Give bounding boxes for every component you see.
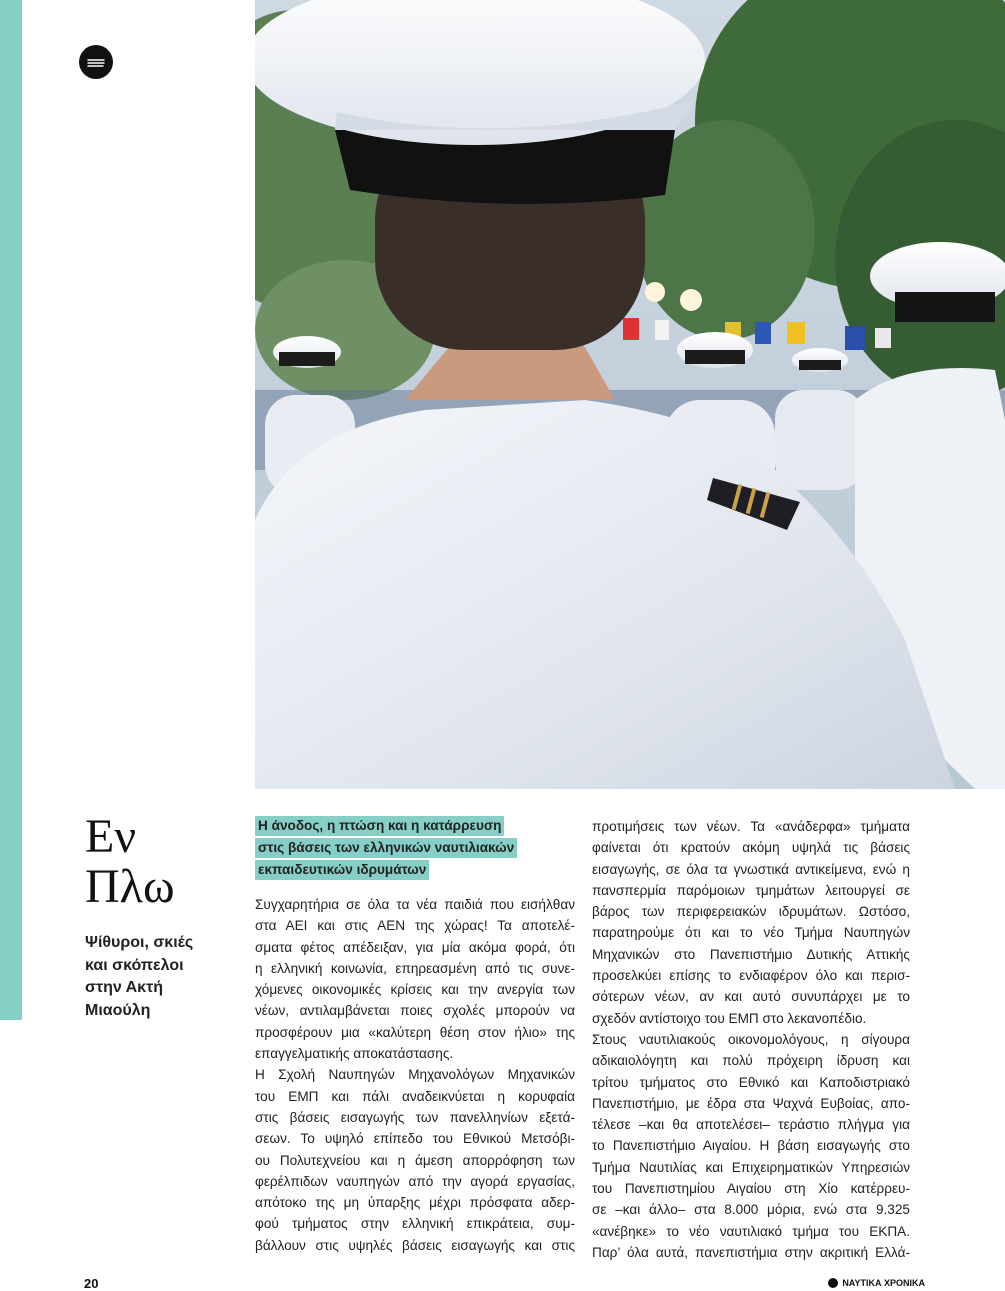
section-title-line: Πλω <box>85 860 175 913</box>
body-line: σε –και άλλο– στα 8.000 μόρια, ενώ στα 9.325 <box>592 1202 910 1218</box>
article-headline <box>255 816 575 882</box>
body-line: βάλλουν στις υψηλές βάσεις εισαγωγής και στις <box>255 1237 575 1253</box>
body-line: εισαγωγής, σε όλα τα γνωστικά αντικείμενα, ενώ η <box>592 861 910 877</box>
body-line: επαγγελματικής αποκατάστασης. <box>255 1046 454 1062</box>
body-line: η ελληνική κοινωνία, επηρεασμένη από τις συνε- <box>255 960 575 976</box>
body-line: του ΕΜΠ και πάλι αναδεικνύεται η κορυφαία <box>255 1088 575 1104</box>
headline-line: εκπαιδευτικών ιδρυμάτων <box>255 860 429 880</box>
body-line: Παρ’ όλα αυτά, πανεπιστήμια στην ακριτική Ελλά- <box>592 1244 910 1260</box>
body-line: Συγχαρητήρια σε όλα τα νέα παιδιά που εισήλθαν <box>255 897 575 912</box>
body-line: φού τμήματος στην ελληνική επικράτεια, συμ- <box>255 1216 575 1232</box>
body-line: προτιμήσεις των νέων. Τα «ανάδερφα» τμήματα <box>592 819 910 834</box>
headline-line: Η άνοδος, η πτώση και η κατάρρευση <box>255 816 504 836</box>
cadets-photo <box>255 0 1005 789</box>
body-line: στα ΑΕΙ και στις ΑΕΝ της χώρας! Τα αποτελέ- <box>255 918 575 934</box>
section-subtitle-line: Μιαούλη <box>85 1001 151 1019</box>
body-line: σματα φέτος απέδειξαν, για μία ακόμα φορά, ότι <box>255 939 575 955</box>
article-column-1 <box>255 816 575 1256</box>
magazine-logo-icon <box>79 45 113 79</box>
body-line: προσφέρουν μια «καλύτερη θέση στον ήλιο» της <box>255 1024 575 1040</box>
section-subtitle-line: και σκόπελοι <box>85 956 184 974</box>
section-subtitle <box>85 932 225 1022</box>
body-line: σχεδόν αντίστοιχο του ΕΜΠ στο λεκανοπέδιο. <box>592 1010 867 1026</box>
body-line: πανσπερμία παρόμοιων τμημάτων λειτουργεί σε <box>592 882 910 898</box>
footer-brand <box>828 1278 925 1288</box>
body-line: Μηχανικών στο Πανεπιστήμιο Δυτικής Αττικής <box>592 946 910 962</box>
body-line: Η Σχολή Ναυπηγών Μηχανολόγων Μηχανικών <box>255 1067 575 1083</box>
body-line: τρίτου τμήματος στο Εθνικό και Καποδιστριακό <box>592 1074 910 1090</box>
body-line: Πανεπιστήμιο, με έδρα στα Ψαχνά Ευβοίας, απο- <box>592 1095 910 1111</box>
body-line: Στους ναυτιλιακούς οικονομολόγους, η σίγουρα <box>592 1031 910 1047</box>
body-line: του Πανεπιστημίου Αιγαίου στη Χίο κατέρρευ- <box>592 1181 910 1197</box>
section-title <box>85 812 235 912</box>
body-line: παρατηρούμε ότι και το νέο Τμήμα Ναυπηγών <box>592 925 910 941</box>
body-line: τέλεσε –και θα αποτελέσει– τεράστιο πλήγμα για <box>592 1117 910 1133</box>
section-title-line: Εν <box>85 810 137 863</box>
footer-brand-label: ΝΑΥΤΙΚΑ ΧΡΟΝΙΚΑ <box>842 1278 925 1288</box>
body-line: βάρος των περιφερειακών ιδρυμάτων. Ωστόσο, <box>592 904 910 920</box>
headline-line: στις βάσεις των ελληνικών ναυτιλιακών <box>255 838 517 858</box>
body-line: νέων, αντιλαμβάνεται ποιες σχολές μπορούν να <box>255 1003 575 1019</box>
body-line: φαίνεται ότι κρατούν ακόμη υψηλά τις βάσεις <box>592 840 910 856</box>
body-line: σεων. Το υψηλό επίπεδο του Εθνικού Μετσόβι- <box>255 1131 575 1147</box>
body-line: αδικαιολόγητη και πολύ πρόχειρη ίδρυση και <box>592 1053 910 1069</box>
page-number: 20 <box>84 1276 99 1291</box>
brand-logo-icon <box>828 1278 838 1288</box>
body-line: ου Πολυτεχνείου και η άμεση απορρόφηση των <box>255 1152 575 1168</box>
section-subtitle-line: στην Ακτή <box>85 979 163 996</box>
section-subtitle-line: Ψίθυροι, σκιές <box>85 934 194 951</box>
body-line: χόμενες οικονομικές κρίσεις και την ανεργία των <box>255 982 575 998</box>
body-line: Τμήμα Ναυτιλίας και Επιχειρηματικών Υπηρεσιών <box>592 1159 910 1175</box>
body-line: σότερων νέων, αν και αυτό συνυπάρχει με το <box>592 989 910 1005</box>
body-line: φερέλπιδων ναυπηγών από την αγορά εργασίας, <box>255 1173 575 1189</box>
body-line: «ανέβηκε» το νέο ναυτιλιακό τμήμα του ΕΚΠΑ. <box>592 1223 910 1239</box>
body-line: το Πανεπιστήμιο Αιγαίου. Η βάση εισαγωγής στο <box>592 1138 910 1154</box>
article-column-2 <box>592 816 910 1263</box>
accent-side-bar <box>0 0 22 1020</box>
body-line: απότοκο της μη ύπαρξης μέχρι πρόσφατα αδερ- <box>255 1195 575 1211</box>
body-line: προσελκύει επίσης το ενδιαφέρον όλο και περισ- <box>592 968 910 984</box>
body-line: στις βάσεις εισαγωγής των πανελληνίων εξετά- <box>255 1109 575 1125</box>
